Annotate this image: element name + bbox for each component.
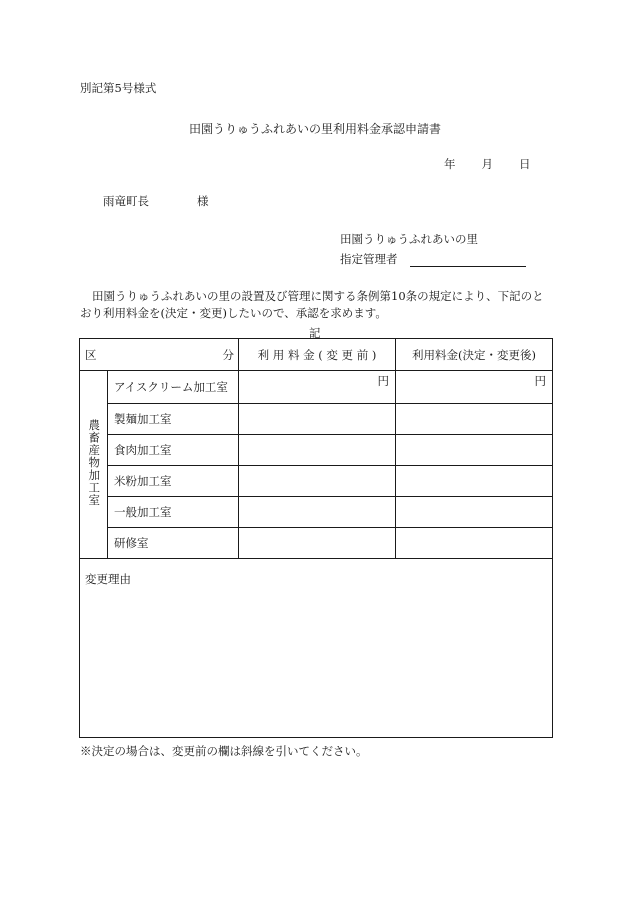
table-row	[80, 528, 553, 559]
fee-before-cell[interactable]	[239, 371, 396, 404]
room-name: 製麺加工室	[108, 404, 239, 435]
fee-after-cell[interactable]	[396, 497, 553, 528]
fee-after-cell[interactable]	[396, 404, 553, 435]
change-reason-box[interactable]	[79, 558, 553, 738]
room-name: 米粉加工室	[108, 466, 239, 497]
date-month: 月	[481, 157, 493, 171]
manager-label: 指定管理者	[340, 252, 398, 266]
room-name: 一般加工室	[108, 497, 239, 528]
fee-before-cell[interactable]	[239, 466, 396, 497]
table-row	[80, 466, 553, 497]
addressee-name: 雨竜町長	[103, 194, 149, 208]
table-row	[80, 371, 553, 404]
fee-after-cell[interactable]	[396, 528, 553, 559]
document-title: 田園うりゅうふれあいの里利用料金承認申請書	[188, 122, 441, 136]
fee-before-cell[interactable]	[239, 497, 396, 528]
date-line	[444, 156, 531, 172]
group-label-cell	[80, 371, 108, 559]
fee-before-cell[interactable]	[239, 404, 396, 435]
date-day: 日	[519, 157, 531, 171]
table-row	[80, 404, 553, 435]
body-paragraph	[80, 288, 552, 322]
change-reason-label: 変更理由	[85, 572, 131, 586]
addressee	[103, 193, 209, 209]
manager-signature-field[interactable]	[410, 254, 526, 267]
memo-mark: 記	[309, 326, 321, 340]
applicant-manager	[340, 251, 526, 267]
fee-table	[79, 338, 553, 559]
form-number: 別記第5号様式	[80, 81, 157, 95]
room-name: アイスクリーム加工室	[108, 371, 239, 404]
table-row	[80, 435, 553, 466]
fee-after-cell[interactable]	[396, 466, 553, 497]
header-kubun	[80, 339, 239, 371]
yen-unit: 円	[377, 374, 389, 388]
yen-unit: 円	[534, 374, 546, 388]
body-text: 田園うりゅうふれあいの里の設置及び管理に関する条例第10条の規定により、下記のとおり利用料金を(決定・変更)したいので、承認を求めます。	[80, 289, 544, 320]
fee-after-cell[interactable]	[396, 371, 553, 404]
table-row	[80, 497, 553, 528]
header-kubun-right: 分	[222, 348, 234, 362]
fee-after-cell[interactable]	[396, 435, 553, 466]
room-name: 研修室	[108, 528, 239, 559]
applicant-facility: 田園うりゅうふれあいの里	[340, 232, 478, 246]
header-fee-after: 利用料金(決定・変更後)	[396, 339, 553, 371]
date-year: 年	[444, 157, 456, 171]
fee-before-cell[interactable]	[239, 528, 396, 559]
addressee-honorific: 様	[197, 194, 209, 208]
room-name: 食肉加工室	[108, 435, 239, 466]
group-label: 農畜産物加工室	[87, 419, 102, 507]
header-kubun-left: 区	[85, 348, 97, 362]
fee-before-cell[interactable]	[239, 435, 396, 466]
table-header-row	[80, 339, 553, 371]
header-fee-before: 利 用 料 金 ( 変 更 前 )	[239, 339, 396, 371]
footnote: ※決定の場合は、変更前の欄は斜線を引いてください。	[80, 744, 368, 758]
